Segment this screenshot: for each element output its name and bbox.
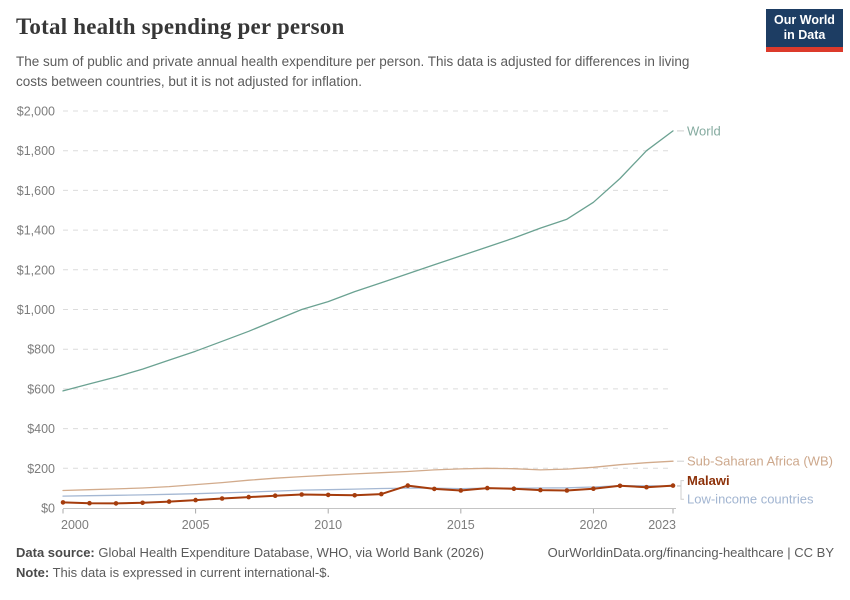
x-tick-label-2005: 2005 [181,518,210,532]
chart-subtitle: The sum of public and private annual health expenditure per person. This data is adjusted for differences in living costs between countries, but it is not adjusted for inflation. [16,54,690,89]
series-marker-malawi-2015 [459,488,464,493]
series-marker-malawi-2019 [565,488,570,493]
label-connector-malawi [677,481,684,486]
series-marker-malawi-2018 [538,488,543,493]
series-marker-malawi-2016 [485,486,490,491]
series-marker-malawi-2007 [246,495,251,500]
x-tick-label-2015: 2015 [446,518,475,532]
y-tick-label-400: $400 [27,422,55,437]
series-marker-malawi-2003 [140,501,145,506]
series-marker-malawi-2012 [379,492,384,497]
series-marker-malawi-2017 [512,486,517,491]
y-tick-label-1800: $1,800 [16,144,55,159]
page-title: Total health spending per person [16,14,345,39]
series-marker-malawi-2020 [591,486,596,491]
x-tick-label-2000: 2000 [61,518,89,532]
series-marker-malawi-2014 [432,487,437,492]
series-marker-malawi-2010 [326,493,331,498]
owid-logo-line2: in Data [783,28,826,42]
y-tick-label-600: $600 [27,382,55,397]
y-tick-label-1200: $1,200 [16,263,55,278]
series-marker-malawi-2000 [61,500,66,505]
y-tick-label-1600: $1,600 [16,183,55,198]
series-label-world[interactable]: World [687,123,721,139]
series-marker-malawi-2002 [114,501,119,506]
series-marker-malawi-2023 [671,483,676,488]
y-tick-label-200: $200 [27,461,55,476]
note-line [16,563,330,583]
owid-url-link[interactable]: OurWorldinData.org/financing-healthcare | CC BY [547,545,834,560]
x-tick-label-2023: 2023 [648,518,676,532]
series-label-sub-saharan-africa-wb[interactable]: Sub-Saharan Africa (WB) [687,453,833,469]
y-tick-label-0: $0 [41,501,55,516]
series-marker-malawi-2021 [618,484,623,489]
data-source-text: Global Health Expenditure Database, WHO, via World Bank (2026) [94,545,484,560]
label-connector-low-income-countries [677,486,684,499]
series-marker-malawi-2013 [406,483,411,488]
series-label-malawi[interactable]: Malawi [687,473,730,489]
y-tick-label-1400: $1,400 [16,223,55,238]
series-marker-malawi-2005 [193,498,198,503]
owid-logo-line1: Our World [774,13,835,27]
data-source-label: Data source: [16,545,95,560]
y-tick-label-2000: $2,000 [16,104,55,119]
x-tick-label-2020: 2020 [579,518,608,532]
series-marker-malawi-2022 [644,485,649,490]
series-marker-malawi-2011 [352,493,357,498]
series-line-world[interactable] [63,131,673,391]
note-label: Note: [16,565,50,581]
series-marker-malawi-2004 [167,499,172,504]
series-label-low-income-countries[interactable]: Low-income countries [687,491,814,507]
chart-footer [16,543,834,583]
data-source-line [16,543,484,563]
y-tick-label-1000: $1,000 [16,303,55,317]
series-marker-malawi-2001 [87,501,92,506]
y-tick-label-800: $800 [27,342,55,357]
note-text: This data is expressed in current international-$. [49,565,331,581]
series-line-sub-saharan-africa-wb[interactable] [63,461,673,490]
series-marker-malawi-2006 [220,496,225,501]
series-marker-malawi-2009 [299,492,304,497]
series-marker-malawi-2008 [273,493,278,498]
x-tick-label-2010: 2010 [314,518,343,532]
